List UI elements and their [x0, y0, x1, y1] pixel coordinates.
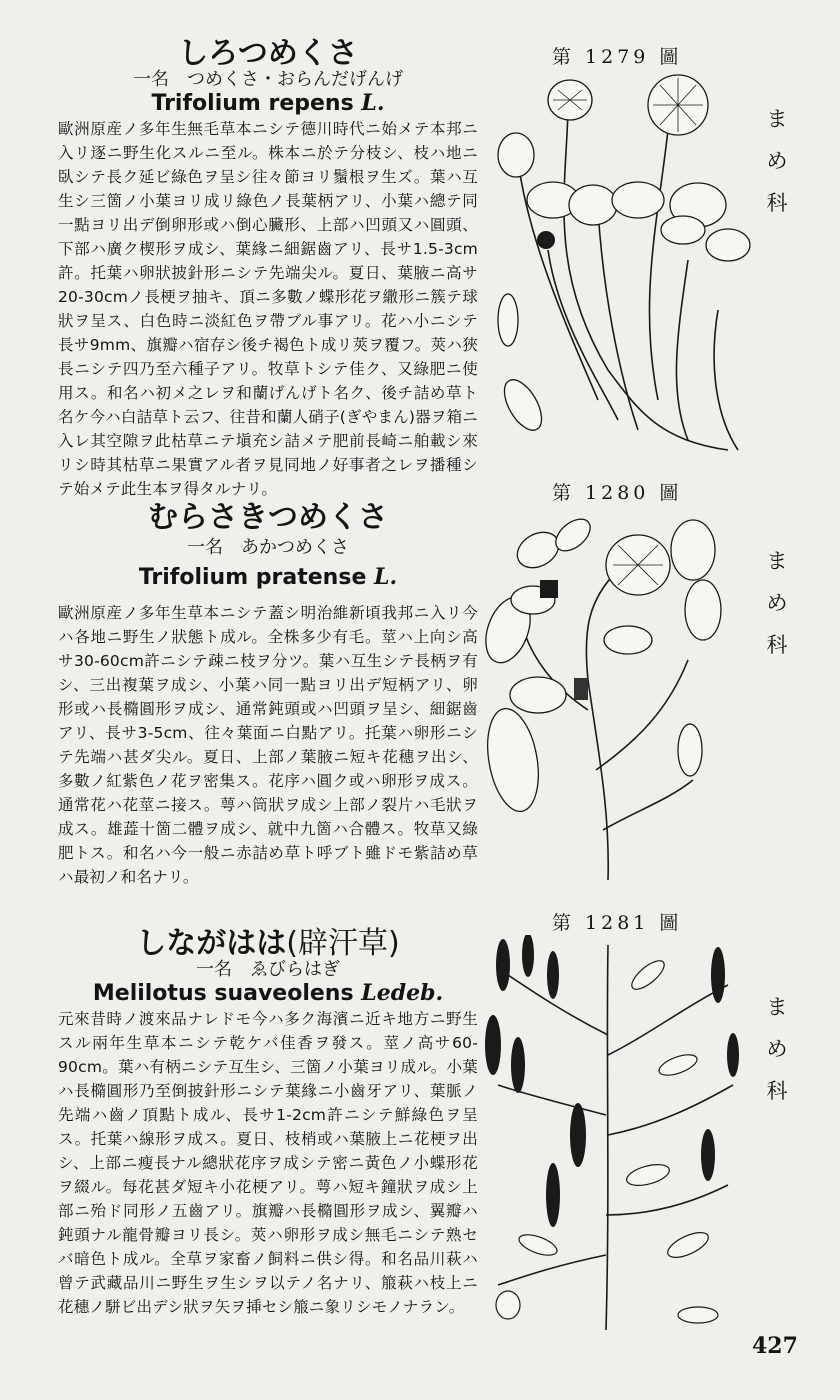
entry-title-kana: しながはは — [136, 926, 287, 961]
entry-description: 歐洲原産ノ多年生無毛草本ニシテ德川時代ニ始メテ本邦ニ入リ逐ニ野生化スルニ至ル。株本ニ於テ分枝シ、枝ハ地ニ臥シテ長ク延ビ綠色ヲ呈シ往々節ヨリ鬚根ヲ生ズ。葉ハ互生シ三箇ノ小葉ヨリ成リ綠色ノ長葉柄アリ、小葉ハ總テ同一點ヨリ出デ倒卵形或ハ倒心臟形、上部ハ凹頭又ハ圓頭、下部ハ廣ク楔形ヲ成シ、葉緣ニ細鋸齒アリ、長サ1.5-3cm許。托葉ハ卵狀披針形ニシテ先端尖ル。夏日、葉腋ニ高サ20-30cmノ長梗ヲ抽キ、頂ニ多數ノ蝶形花ヲ繖形ニ簇テ球狀ヲ呈ス、白色時ニ淡紅色ヲ帶ブル事アリ。花ハ小ニシテ長サ9mm、旗瓣ハ宿存シ後チ褐色ト成リ莢ヲ覆フ。莢ハ狹長ニシテ四乃至六種子アリ。牧草トシテ佳ク、又綠肥ニ使用ス。和名ハ初メ之レヲ和蘭げんげト名ク、後チ詰め草ト名ケ今ハ白詰草ト云フ、往昔和蘭人硝子(ぎやまん)器ヲ箱ニ入レ其空隙ヲ此枯草ニテ塡充シ詰メテ肥前長崎ニ舶載シ來リシ時其枯草ニ果實アル者ヲ見同地ノ好事者之レヲ播種シテ始メテ此生本ヲ得タルナリ。 — [58, 120, 478, 498]
latin-author: L. — [374, 564, 398, 590]
figure-label-1281: 第 1281 圖 — [552, 912, 683, 934]
family-char: ま — [766, 549, 788, 573]
entry-latin-name — [58, 980, 478, 1007]
white-clover-illustration — [488, 70, 758, 460]
entry-title-bracket: (辟汗草) — [286, 926, 400, 961]
family-label-1281 — [764, 986, 790, 1112]
entry-alias: 一名 ゑびらはぎ — [196, 959, 340, 980]
family-char: め — [766, 149, 788, 173]
figure-label-1280: 第 1280 圖 — [552, 482, 683, 504]
entry-title: しろつめくさ — [178, 36, 358, 71]
page-number: 427 — [752, 1333, 798, 1359]
latin-author: Ledeb. — [361, 980, 444, 1006]
latin-genus-species: Melilotus suaveolens — [92, 981, 354, 1006]
family-char: ま — [766, 107, 788, 131]
entry-description: 元來昔時ノ渡來品ナレドモ今ハ多ク海濱ニ近キ地方ニ野生スル兩年生草本ニシテ乾ケバ佳香ヲ發ス。莖ノ高サ60-90cm。葉ハ有柄ニシテ互生シ、三箇ノ小葉ヨリ成ル。小葉ハ長橢圓形乃至倒披針形ニシテ葉緣ニ小齒牙アリ、葉脈ノ先端ハ齒ノ頂點ト成ル、長サ1-2cm許ニシテ鮮綠色ヲ呈ス。托葉ハ線形ヲ成ス。夏日、枝梢或ハ葉腋上ニ花梗ヲ出シ、上部ニ瘦長ナル總狀花序ヲ成シテ密ニ黃色ノ小蝶形花ヲ綴ル。每花甚ダ短キ小花梗アリ。萼ハ短キ鐘狀ヲ成シ上部ニ殆ド同形ノ五齒アリ。旗瓣ハ長橢圓形ヲ成シ、翼瓣ハ鈍頭ナル龍骨瓣ヨリ長シ。莢ハ卵形ヲ成シ無毛ニシテ熟セバ暗色ト成ル。全草ヲ家畜ノ飼料ニ供シ得。和名品川萩ハ曾テ武藏品川ニ野生ヲ生シヲ以テノ名ナリ、箙萩ハ枝上ニ花穗ノ駢ビ出デシ狀ヲ矢ヲ挿セシ箙ニ象リシモノナラン。 — [58, 1010, 478, 1316]
figure-label-1279: 第 1279 圖 — [552, 46, 683, 68]
latin-author: L. — [361, 90, 385, 116]
family-text — [764, 98, 790, 224]
family-char: 科 — [766, 1079, 788, 1103]
entry-latin-name — [58, 90, 478, 117]
family-char: め — [766, 591, 788, 615]
family-char: ま — [766, 995, 788, 1019]
entry-latin-name — [58, 564, 478, 591]
family-label-1279 — [764, 98, 790, 224]
entry-trifolium-repens — [58, 38, 478, 501]
entry-title: むらさきつめくさ — [148, 500, 388, 535]
red-clover-illustration — [478, 510, 748, 890]
family-text — [764, 540, 790, 666]
entry-melilotus-suaveolens — [58, 928, 478, 1319]
latin-genus-species: Trifolium repens — [151, 91, 354, 116]
melilotus-illustration — [478, 935, 753, 1335]
family-char: め — [766, 1037, 788, 1061]
latin-genus-species: Trifolium pratense — [138, 565, 367, 590]
entry-description: 歐洲原産ノ多年生草本ニシテ蓋シ明治維新頃我邦ニ入リ今ハ各地ニ野生ノ狀態ト成ル。全株多少有毛。莖ハ上向シ高サ30-60cm許ニシテ疎ニ枝ヲ分ツ。葉ハ互生シテ長柄ヲ有シ、三出複葉ヲ成シ、小葉ハ同一點ヨリ出デ短柄アリ、卵形或ハ長橢圓形ヲ成シ、通常鈍頭或ハ凹頭ヲ呈シ、細鋸齒アリ、長サ3-5cm、往々葉面ニ白點アリ。托葉ハ卵形ニシテ先端ハ甚ダ尖ル。夏日、上部ノ葉腋ニ短キ花穗ヲ出シ、多數ノ紅紫色ノ花ヲ密集ス。花序ハ圓ク或ハ卵形ヲ成ス。通常花ハ花莖ニ接ス。萼ハ筒狀ヲ成シ上部ノ裂片ハ毛狀ヲ成ス。雄蕋十箇二體ヲ成シ、就中九箇ハ合體ス。牧草又綠肥トス。和名ハ今一般ニ赤詰め草ト呼ブト雖ドモ紫詰め草ハ最初ノ和名ナリ。 — [58, 604, 478, 886]
family-text — [764, 986, 790, 1112]
family-label-1280 — [764, 540, 790, 666]
entry-alias: 一名 つめくさ・おらんだげんげ — [133, 69, 403, 90]
entry-alias: 一名 あかつめくさ — [187, 537, 349, 558]
family-char: 科 — [766, 191, 788, 215]
entry-title — [58, 928, 478, 960]
entry-trifolium-pratense — [58, 502, 478, 889]
family-char: 科 — [766, 633, 788, 657]
